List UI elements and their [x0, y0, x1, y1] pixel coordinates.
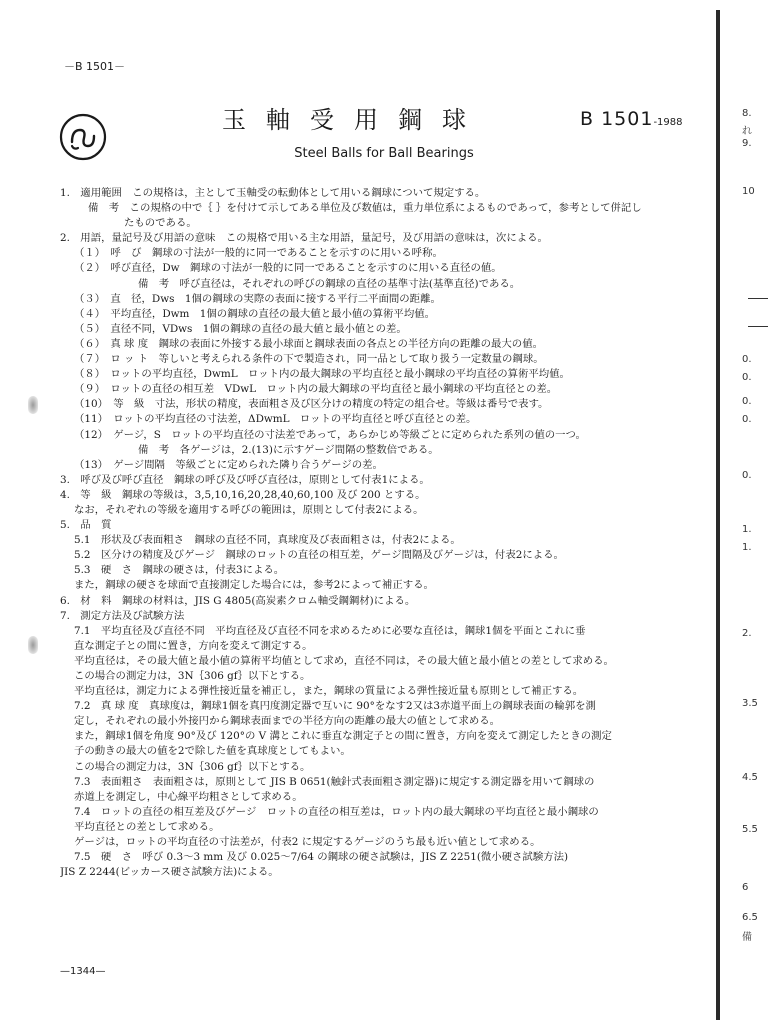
margin-fragment: 1. — [742, 542, 752, 553]
margin-fragment: 0. — [742, 414, 752, 425]
body-line: （11） ロットの平均直径の寸法差，ΔDwmL ロットの平均直径と呼び直径との差。 — [74, 413, 477, 426]
body-line: 5.1 形状及び表面粗さ 鋼球の直径不同，真球度及び表面粗さは，付表2による。 — [74, 534, 461, 547]
margin-fragment: 2. — [742, 628, 752, 639]
body-line: 備 考 この規格の中で｛ ｝を付けて示してある単位及び数値は，重力単位系によるものであって，参考として併記し — [88, 202, 642, 215]
body-line: また，鋼球1個を角度 90°及び 120°の V 溝とこれに垂直な測定子との間に置き，方向を変えて測定したときの測定 — [74, 730, 612, 743]
body-line: 直な測定子との間に置き，方向を変えて測定する。 — [74, 639, 313, 652]
scan-smudge — [28, 636, 38, 654]
margin-fragment: 3.5 — [742, 698, 758, 709]
margin-fragment: 1. — [742, 524, 752, 535]
body-line: 4. 等 級 鋼球の等級は，3,5,10,16,20,28,40,60,100 及び 200 とする。 — [60, 488, 426, 501]
body-line: 7. 測定方法及び試験方法 — [60, 609, 185, 622]
body-line: 7.3 表面粗さ 表面粗さは，原則として JIS B 0651(触針式表面粗さ測定器)に規定する測定器を用いて鋼球の — [74, 775, 595, 788]
body-line: 子の動きの最大の値を2で除した値を真球度としてもよい。 — [74, 745, 351, 758]
margin-rule-mark — [748, 326, 768, 327]
margin-fragment: 6.5 — [742, 912, 758, 923]
body-line: この場合の測定力は，3N｛306 gf｝以下とする。 — [74, 670, 311, 682]
body-line: 1. 適用範囲 この規格は，主として玉軸受の転動体として用いる鋼球について規定する。 — [60, 187, 486, 199]
binding-edge-rule — [716, 10, 720, 1020]
document-title: 玉軸受用鋼球 — [222, 106, 486, 134]
margin-fragment: 9. — [742, 138, 752, 149]
body-line: （４） 平均直径，Dwm 1個の鋼球の直径の最大値と最小値の算術平均値。 — [74, 307, 435, 320]
body-line: 3. 呼び及び呼び直径 鋼球の呼び及び呼び直径は，原則として付表1による。 — [60, 473, 430, 486]
standard-number — [580, 108, 683, 130]
body-line: 7.4 ロットの直径の相互差及びゲージ ロットの直径の相互差は，ロット内の最大鋼球の平均直径と最小鋼球の — [74, 805, 599, 818]
body-line: （７） ロ ッ ト 等しいと考えられる条件の下で製造され，同一品として取り扱う一定数量の鋼球。 — [74, 353, 544, 366]
body-line: 7.1 平均直径及び直径不同 平均直径及び直径不同を求めるために必要な直径は，鋼球1個を平面とこれに垂 — [74, 624, 586, 637]
body-line: （12） ゲージ，S ロットの平均直径の寸法差であって，あらかじめ等級ごとに定められた系列の値の一つ。 — [74, 428, 586, 441]
body-line: （１） 呼 び 鋼球の寸法が一般的に同一であることを示すのに用いる呼称。 — [74, 247, 443, 260]
body-line: （９） ロットの直径の相互差 VDwL ロット内の最大鋼球の平均直径と最小鋼球の平均直径との差。 — [74, 383, 558, 396]
margin-fragment: 0. — [742, 396, 752, 407]
page-header-code: －B 1501－ — [64, 60, 126, 73]
margin-fragment: 6 — [742, 882, 749, 893]
body-line: 7.5 硬 さ 呼び 0.3～3 mm 及び 0.025～7/64 の鋼球の硬さ試験は，JIS Z 2251(微小硬さ試験方法) — [74, 851, 569, 864]
margin-fragment: 備 — [742, 932, 752, 943]
body-line: 5.2 区分けの精度及びゲージ 鋼球のロットの直径の相互差，ゲージ間隔及びゲージは，付表2による。 — [74, 549, 564, 562]
margin-rule-mark — [748, 298, 768, 299]
standard-year: -1988 — [653, 117, 683, 128]
body-line: 5. 品 質 — [60, 519, 112, 532]
body-line: 平均直径は，その最大値と最小値の算術平均値として求め，直径不同は，その最大値と最小値との差として求める。 — [74, 654, 614, 667]
body-line: たものである。 — [124, 217, 197, 230]
body-line: 定し，それぞれの最小外接円から鋼球表面までの半径方向の距離の最大の値として求める。 — [74, 715, 501, 728]
body-line: また，鋼球の硬さを球面で直接測定した場合には，参考2によって補正する。 — [74, 579, 434, 592]
body-line: （10） 等 級 寸法，形状の精度，表面粗さ及び区分けの精度の特定の組合せ。等級は番号で表す。 — [74, 398, 549, 411]
body-line: 平均直径は，測定力による弾性接近量を補正し，また，鋼球の質量による弾性接近量も原則として補正する。 — [74, 685, 584, 698]
body-line: 備 考 呼び直径は，それぞれの呼びの鋼球の直径の基準寸法(基準直径)である。 — [138, 277, 521, 290]
body-line: 2. 用語，量記号及び用語の意味 この規格で用いる主な用語，量記号，及び用語の意味は，次による。 — [60, 232, 548, 245]
body-line: （13） ゲージ間隔 等級ごとに定められた隣り合うゲージの差。 — [74, 458, 383, 471]
margin-fragment: 10 — [742, 186, 755, 197]
margin-fragment: 0. — [742, 354, 752, 365]
body-line: 7.2 真 球 度 真球度は，鋼球1個を真円度測定器で互いに 90°をなす2又は3赤道平面上の鋼球表面の輪郭を測 — [74, 700, 596, 713]
margin-fragment: れ — [742, 126, 752, 137]
margin-fragment: 4.5 — [742, 772, 758, 783]
body-line: （５） 直径不同，VDws 1個の鋼球の直径の最大値と最小値との差。 — [74, 322, 407, 335]
document-subtitle: Steel Balls for Ball Bearings — [294, 146, 474, 161]
body-line: （８） ロットの平均直径，DwmL ロット内の最大鋼球の平均直径と最小鋼球の平均直径の算術平均値。 — [74, 368, 570, 381]
body-line: （２） 呼び直径，Dw 鋼球の寸法が一般的に同一であることを示すのに用いる直径の値。 — [74, 262, 502, 275]
body-line: 5.3 硬 さ 鋼球の硬さは，付表3による。 — [74, 564, 285, 577]
body-line: なお，それぞれの等級を適用する呼びの範囲は，原則として付表2による。 — [74, 503, 424, 516]
body-line: 備 考 各ゲージは，2.(13)に示すゲージ間隔の整数倍である。 — [138, 443, 439, 456]
margin-fragment: 0. — [742, 470, 752, 481]
margin-fragment: 0. — [742, 372, 752, 383]
body-line: （３） 直 径，Dws 1個の鋼球の実際の表面に接する平行二平面間の距離。 — [74, 292, 441, 305]
body-line: ゲージは，ロットの平均直径の寸法差が，付表2 に規定するゲージのうち最も近い値として求める。 — [74, 836, 541, 849]
margin-fragment: 5.5 — [742, 824, 758, 835]
body-line: 6. 材 料 鋼球の材料は，JIS G 4805(高炭素クロム軸受鋼鋼材)による。 — [60, 594, 416, 607]
body-line: 赤道上を測定し，中心線平均粗さとして求める。 — [74, 790, 303, 803]
document-body — [60, 186, 710, 880]
standard-number-code: B 1501 — [580, 108, 654, 130]
margin-fragment: 8. — [742, 108, 752, 119]
scan-smudge — [28, 396, 38, 414]
body-line: 平均直径との差として求める。 — [74, 820, 220, 833]
body-line: （６） 真 球 度 鋼球の表面に外接する最小球面と鋼球表面の各点との半径方向の距離の最大の値。 — [74, 337, 543, 350]
page-number: —1344— — [60, 966, 106, 977]
body-line: この場合の測定力は，3N｛306 gf｝以下とする。 — [74, 760, 311, 773]
body-line: JIS Z 2244(ビッカース硬さ試験方法)による。 — [60, 866, 279, 879]
